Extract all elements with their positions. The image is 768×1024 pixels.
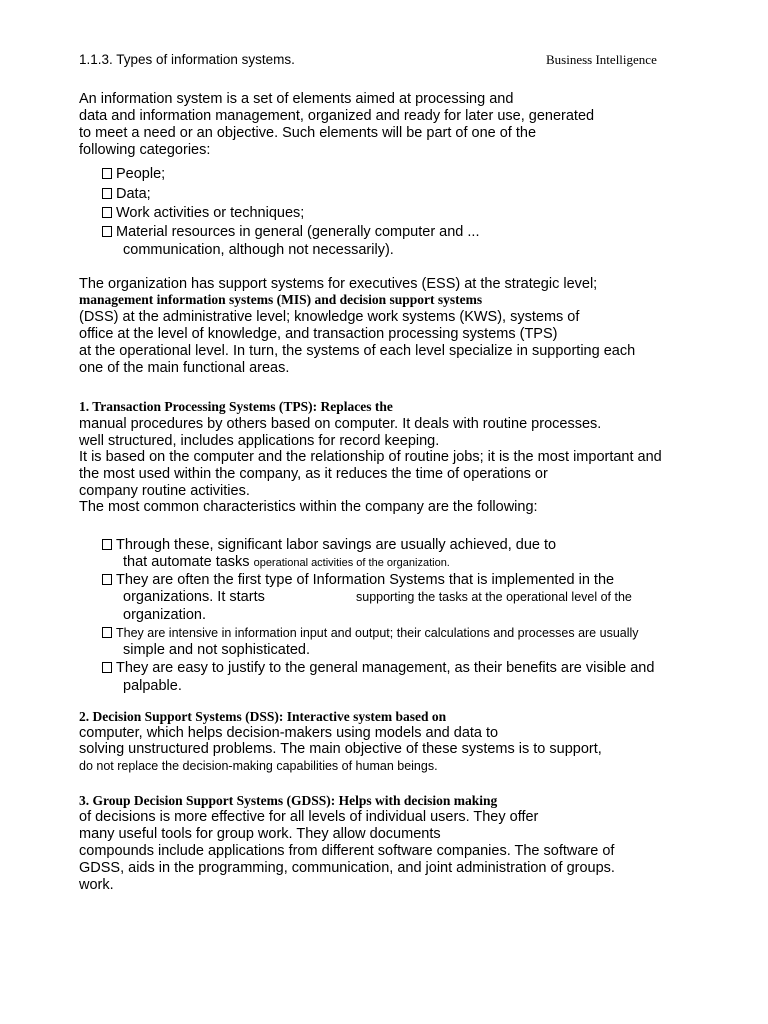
running-title: Business Intelligence — [546, 52, 657, 67]
dss-line: computer, which helps decision-makers using models and data to — [79, 725, 499, 741]
bullet-box-icon — [102, 574, 112, 585]
tps-line: well structured, includes applications for record keeping. — [79, 433, 440, 449]
bullet-box-icon — [102, 168, 112, 179]
list-item-text: Material resources in general (generally computer and ... — [116, 224, 480, 240]
gdss-line: of decisions is more effective for all levels of individual users. They offer — [79, 809, 539, 825]
intro-line: to meet a need or an objective. Such elements will be part of one of the — [79, 125, 537, 141]
dss-line: solving unstructured problems. The main objective of these systems is to support, — [79, 741, 602, 757]
list-item — [102, 627, 639, 640]
list-item — [102, 225, 479, 240]
tps-line: company routine activities. — [79, 483, 250, 499]
org-line: one of the main functional areas. — [79, 360, 290, 376]
tps-line: the most used within the company, as it reduces the time of operations or — [79, 466, 548, 482]
dss-line: do not replace the decision-making capabilities of human beings. — [79, 759, 438, 773]
dss-heading: 2. Decision Support Systems (DSS): Interactive system based on — [79, 709, 447, 724]
org-line: office at the level of knowledge, and transaction processing systems (TPS) — [79, 326, 558, 342]
intro-line: An information system is a set of elements aimed at processing and — [79, 91, 514, 107]
tps-line: The most common characteristics within the company are the following: — [79, 499, 538, 515]
bullet-box-icon — [102, 539, 112, 550]
list-item-text: They are often the first type of Information Systems that is implemented in the — [116, 572, 615, 588]
list-item-continuation: palpable. — [123, 678, 182, 694]
bullet-box-icon — [102, 188, 112, 199]
org-line: at the operational level. In turn, the systems of each level specialize in supporting each — [79, 343, 636, 359]
list-item-text: People; — [116, 166, 166, 182]
list-item-text: Data; — [116, 186, 151, 202]
list-item — [102, 206, 304, 221]
list-item-continuation: communication, although not necessarily). — [123, 242, 394, 258]
gdss-line: many useful tools for group work. They allow documents — [79, 826, 441, 842]
list-item-continuation: simple and not sophisticated. — [123, 642, 310, 658]
intro-line: following categories: — [79, 142, 211, 158]
list-item-continuation — [123, 555, 450, 570]
org-line: management information systems (MIS) and decision support systems — [79, 292, 483, 307]
list-item-continuation: organization. — [123, 607, 207, 623]
gdss-line: work. — [79, 877, 114, 893]
org-line: The organization has support systems for executives (ESS) at the strategic level; — [79, 276, 598, 292]
list-item-text: They are easy to justify to the general management, as their benefits are visible and — [116, 660, 655, 676]
list-item — [102, 187, 151, 202]
bullet-box-icon — [102, 207, 112, 218]
intro-line: data and information management, organized and ready for later use, generated — [79, 108, 595, 124]
list-item-small-text: operational activities of the organization. — [253, 557, 450, 569]
list-item-text: that automate tasks — [123, 554, 250, 570]
gdss-line: compounds include applications from different software companies. The software of — [79, 843, 615, 859]
gdss-line: GDSS, aids in the programming, communication, and joint administration of groups. — [79, 860, 615, 876]
list-item — [102, 661, 654, 676]
list-item — [102, 538, 556, 553]
list-item-text: They are intensive in information input and output; their calculations and processes are usually — [116, 626, 639, 640]
list-item-text: Through these, significant labor savings are usually achieved, due to — [116, 537, 557, 553]
tps-line: manual procedures by others based on computer. It deals with routine processes. — [79, 416, 602, 432]
bullet-box-icon — [102, 226, 112, 237]
bullet-box-icon — [102, 662, 112, 673]
list-item-continuation: organizations. It starts — [123, 589, 265, 605]
gdss-heading: 3. Group Decision Support Systems (GDSS): Helps with decision making — [79, 793, 498, 808]
list-item-text: Work activities or techniques; — [116, 205, 305, 221]
bullet-box-icon — [102, 627, 112, 638]
list-item — [102, 573, 614, 588]
tps-line: It is based on the computer and the relationship of routine jobs; it is the most important and — [79, 449, 662, 465]
section-number-title: 1.1.3. Types of information systems. — [79, 52, 295, 67]
tps-heading: 1. Transaction Processing Systems (TPS): Replaces the — [79, 399, 393, 414]
list-item — [102, 167, 165, 182]
list-item-continuation: supporting the tasks at the operational level of the — [356, 590, 632, 604]
org-line: (DSS) at the administrative level; knowledge work systems (KWS), systems of — [79, 309, 580, 325]
